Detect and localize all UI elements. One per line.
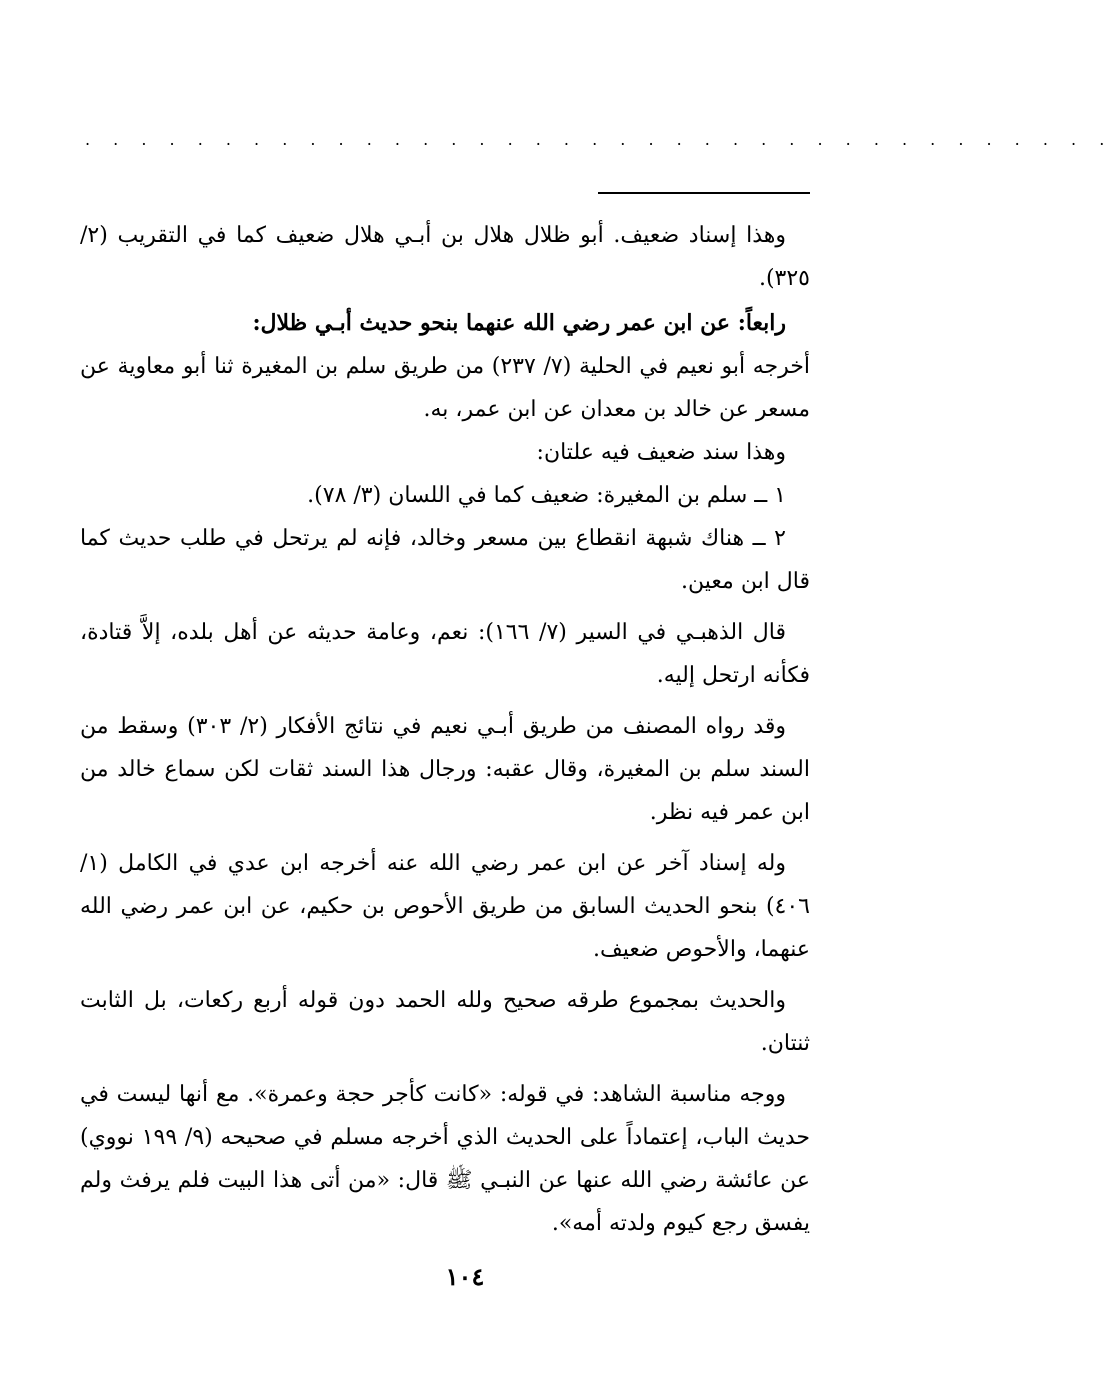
paragraph-4: وهذا سند ضعيف فيه علتان: [536, 440, 786, 465]
paragraph-8: وقد رواه المصنف من طريق أبـي نعيم في نتائج الأفكار (٢/ ٣٠٣) وسقط من السند سلم بن المغيرة، وقال عقبه: ورجال هذا السند ثقات لكن سماع خالد من ابن عمر فيه نظر. [80, 714, 810, 825]
footnote-text [80, 214, 810, 1245]
paragraph-10: والحديث بمجموع طرقه صحيح ولله الحمد دون قوله أربع ركعات، بل الثابت ثنتان. [80, 988, 810, 1056]
paragraph-3: أخرجه أبو نعيم في الحلية (٧/ ٢٣٧) من طريق سلم بن المغيرة ثنا أبو معاوية عن مسعر عن خالد بن معدان عن ابن عمر، به. [80, 354, 811, 422]
paragraph-11: ووجه مناسبة الشاهد: في قوله: «كانت كأجر حجة وعمرة». مع أنها ليست في حديث الباب، إعتماداً على الحديث الذي أخرجه مسلم في صحيحه (٩/ ١٩٩ نووي) عن عائشة رضي الله عنها عن النبـي ﷺ قال: «من أتى هذا البيت فلم يرفث ولم يفسق رجع كيوم ولدته أمه». [80, 1082, 811, 1236]
paragraph-7: قال الذهبـي في السير (٧/ ١٦٦): نعم، وعامة حديثه عن أهل بلده، إلاَّ قتادة، فكأنه ارتحل إليه. [80, 620, 810, 688]
paragraph-6: ٢ ــ هناك شبهة انقطاع بين مسعر وخالد، فإنه لم يرتحل في طلب حديث كما قال ابن معين. [80, 526, 810, 594]
paragraph-5: ١ ــ سلم بن المغيرة: ضعيف كما في اللسان (٣/ ٧٨). [307, 483, 786, 508]
paragraph-2-heading: رابعاً: عن ابن عمر رضي الله عنهما بنحو حديث أبـي ظلال: [252, 310, 786, 336]
paragraph-1: وهذا إسناد ضعيف. أبو ظلال هلال بن أبـي هلال ضعيف كما في التقريب (٢/ ٣٢٥). [80, 223, 810, 291]
footnote-rule [598, 192, 810, 194]
paragraph-9: وله إسناد آخر عن ابن عمر رضي الله عنه أخرجه ابن عدي في الكامل (١/ ٤٠٦) بنحو الحديث السابق من طريق الأحوص بن حكيم، عن ابن عمر رضي الله عنهما، والأحوص ضعيف. [80, 851, 810, 962]
page-number: ١٠٤ [445, 1262, 485, 1291]
dotted-separator: . . . . . . . . . . . . . . . . . . . . . . . . . . . . . . . . . . . . . [85, 130, 1113, 149]
